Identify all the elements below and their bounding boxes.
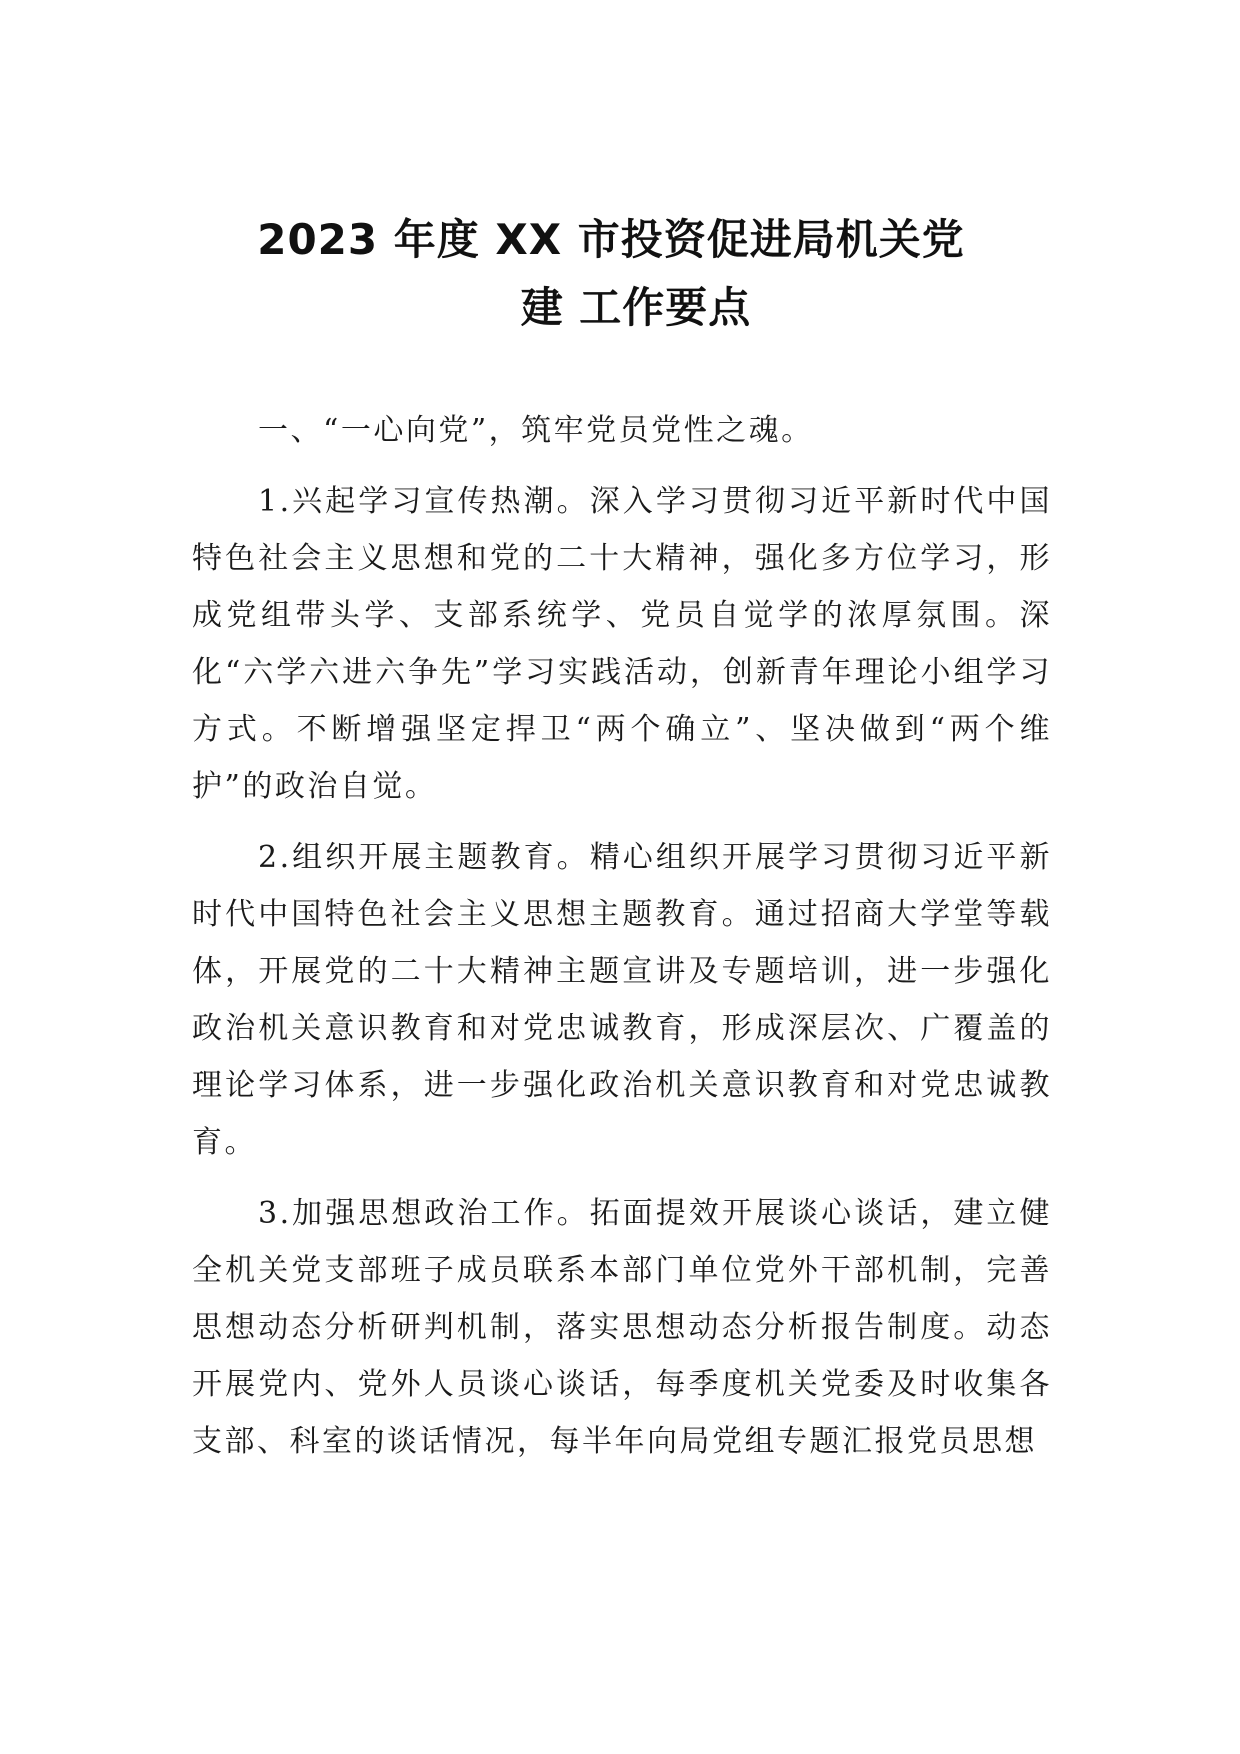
section-heading: 一、“一心向党”，筑牢党员党性之魂。 [258, 413, 814, 448]
title-line-1: 2023 年度 XX 市投资促进局机关党 [257, 215, 965, 265]
title-line-2: 建 工作要点 [520, 283, 752, 333]
paragraph-item-2: 2.组织开展主题教育。精心组织开展学习贯彻习近平新时代中国特色社会主义思想主题教育。通过招商大学堂等载体，开展党的二十大精神主题宣讲及专题培训，进一步强化政治机关意识教育和对党忠诚教育，形成深层次、广覆盖的理论学习体系，进一步强化政治机关意识教育和对党忠诚教育。 [192, 840, 1052, 1160]
document-title [150, 206, 1090, 342]
paragraph-item-3: 3.加强思想政治工作。拓面提效开展谈心谈话，建立健全机关党支部班子成员联系本部门单位党外干部机制，完善思想动态分析研判机制，落实思想动态分析报告制度。动态开展党内、党外人员谈心谈话，每季度机关党委及时收集各支部、科室的谈话情况，每半年向局党组专题汇报党员思想 [192, 1196, 1052, 1459]
paragraph-item-1: 1.兴起学习宣传热潮。深入学习贯彻习近平新时代中国特色社会主义思想和党的二十大精神，强化多方位学习，形成党组带头学、支部系统学、党员自觉学的浓厚氛围。深化“六学六进六争先”学习实践活动，创新青年理论小组学习方式。不断增强坚定捍卫“两个确立”、坚决做到“两个维护”的政治自觉。 [192, 484, 1052, 804]
document-body [192, 402, 1052, 1484]
